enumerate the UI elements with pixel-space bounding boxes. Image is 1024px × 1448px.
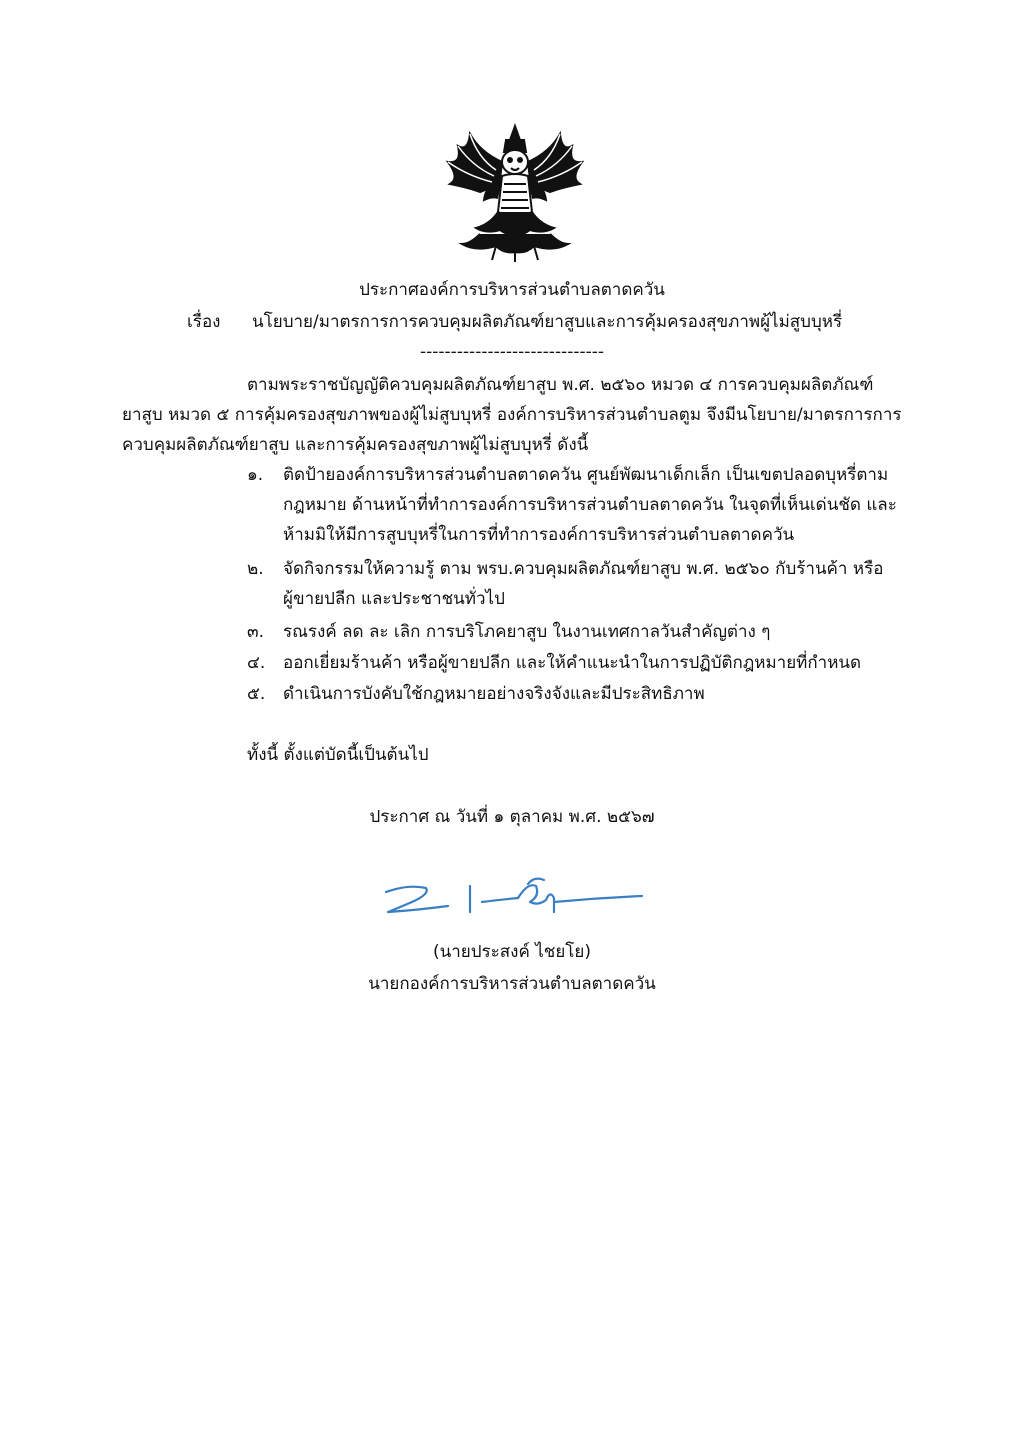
item-number: ๒.	[247, 559, 264, 579]
item-1-line-2: กฎหมาย ด้านหน้าที่ทำการองค์การบริหารส่วนตำบลตาดควัน ในจุดที่เห็นเด่นชัด และ	[283, 495, 897, 515]
intro-line-2: ยาสูบ หมวด ๕ การคุ้มครองสุขภาพของผู้ไม่สูบบุหรี่ องค์การบริหารส่วนตำบลตูม จึงมีนโยบาย/มาตรการการ	[122, 405, 902, 425]
item-3-line-1: รณรงค์ ลด ละ เลิก การบริโภคยาสูบ ในงานเทศกาลวันสำคัญต่าง ๆ	[283, 622, 771, 642]
item-1-line-1: ติดป้ายองค์การบริหารส่วนตำบลตาดควัน ศูนย์พัฒนาเด็กเล็ก เป็นเขตปลอดบุหรี่ตาม	[283, 465, 889, 485]
garuda-emblem-icon	[440, 122, 590, 264]
signer-name: (นายประสงค์ ไชยโย)	[432, 942, 592, 962]
divider-line: ------------------------------	[419, 342, 605, 362]
item-2-line-1: จัดกิจกรรมให้ความรู้ ตาม พรบ.ควบคุมผลิตภัณฑ์ยาสูบ พ.ศ. ๒๕๖๐ กับร้านค้า หรือ	[283, 559, 884, 579]
intro-line-1: ตามพระราชบัญญัติควบคุมผลิตภัณฑ์ยาสูบ พ.ศ. ๒๕๖๐ หมวด ๔ การควบคุมผลิตภัณฑ์	[247, 375, 874, 395]
item-number: ๕.	[247, 684, 266, 704]
intro-line-3: ควบคุมผลิตภัณฑ์ยาสูบ และการคุ้มครองสุขภาพผู้ไม่สูบบุหรี่ ดังนี้	[122, 435, 589, 455]
subject-text: นโยบาย/มาตรการการควบคุมผลิตภัณฑ์ยาสูบและการคุ้มครองสุขภาพผู้ไม่สูบบุหรี่	[252, 312, 843, 332]
signature-image	[378, 872, 648, 922]
signer-position: นายกองค์การบริหารส่วนตำบลตาดควัน	[368, 974, 656, 994]
item-4-line-1: ออกเยี่ยมร้านค้า หรือผู้ขายปลีก และให้คำแนะนำในการปฏิบัติกฎหมายที่กำหนด	[283, 653, 862, 673]
item-2-line-2: ผู้ขายปลีก และประชาชนทั่วไป	[283, 589, 505, 609]
effective-statement: ทั้งนี้ ตั้งแต่บัดนี้เป็นต้นไป	[247, 745, 429, 765]
announcement-title: ประกาศองค์การบริหารส่วนตำบลตาดควัน	[359, 280, 665, 300]
item-number: ๓.	[247, 622, 265, 642]
announcement-date: ประกาศ ณ วันที่ ๑ ตุลาคม พ.ศ. ๒๕๖๗	[369, 807, 655, 827]
item-5-line-1: ดำเนินการบังคับใช้กฎหมายอย่างจริงจังและมีประสิทธิภาพ	[283, 684, 705, 704]
subject-label: เรื่อง	[187, 312, 221, 332]
item-number: ๑.	[247, 465, 264, 485]
item-number: ๔.	[247, 653, 266, 673]
item-1-line-3: ห้ามมิให้มีการสูบบุหรี่ในการที่ทำการองค์การบริหารส่วนตำบลตาดควัน	[283, 525, 795, 545]
